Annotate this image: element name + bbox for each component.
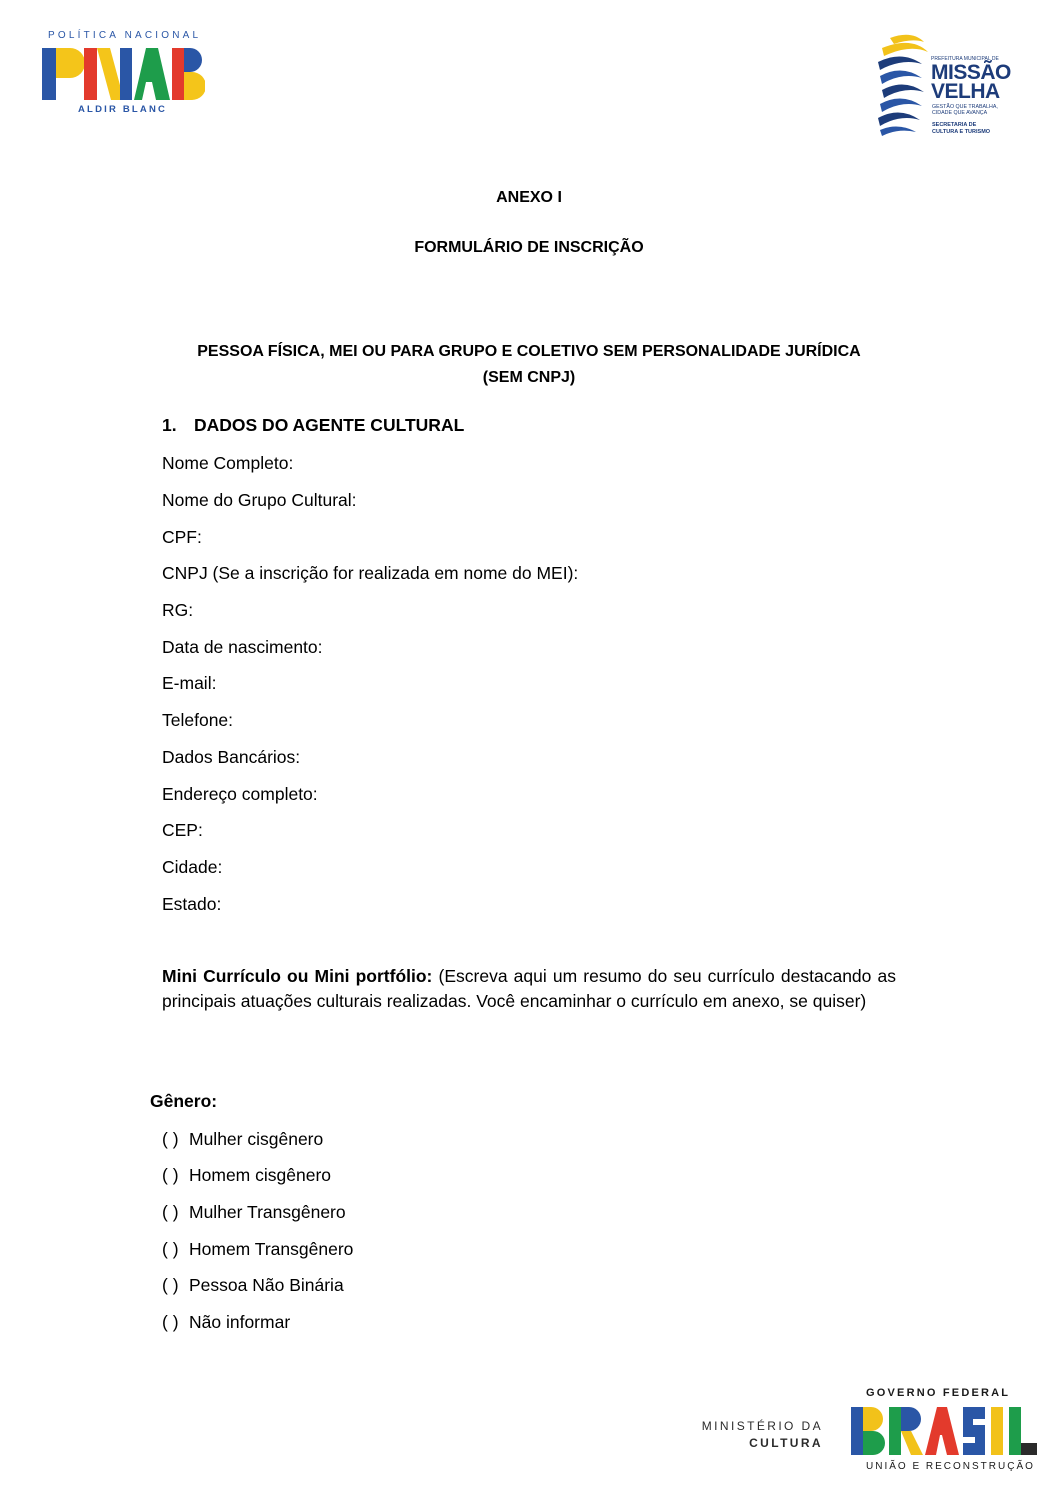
pnab-logo-bottom-text: ALDIR BLANC: [78, 104, 168, 115]
genero-option-homem-trans[interactable]: [162, 1238, 353, 1260]
form-title: FORMULÁRIO DE INSCRIÇÃO: [414, 239, 644, 256]
field-email: E-mail:: [162, 673, 217, 693]
subtitle-line2: (SEM CNPJ): [482, 369, 576, 386]
governo-federal-slogan: UNIÃO E RECONSTRUÇÃO: [866, 1461, 1035, 1472]
genero-option-label: Não informar: [189, 1312, 291, 1332]
section-1-title: DADOS DO AGENTE CULTURAL: [194, 415, 465, 435]
checkbox-mulher-trans[interactable]: ( ): [162, 1202, 179, 1222]
missao-velha-slogan: [932, 104, 998, 116]
annex-title: ANEXO I: [496, 189, 562, 206]
checkbox-nao-informar[interactable]: ( ): [162, 1312, 179, 1332]
missao-velha-secretaria: [932, 122, 990, 135]
genero-option-label: Homem Transgênero: [189, 1239, 354, 1259]
ministerio-line1: MINISTÉRIO DA: [701, 1419, 823, 1433]
genero-option-label: Homem cisgênero: [189, 1165, 331, 1185]
mini-curriculo-paragraph: [162, 964, 896, 1014]
field-telefone: Telefone:: [162, 710, 234, 730]
governo-federal-title: GOVERNO FEDERAL: [866, 1387, 1011, 1399]
genero-option-nao-binaria[interactable]: [162, 1274, 344, 1296]
field-rg: RG:: [162, 600, 194, 620]
brasil-wordmark: [851, 1405, 1037, 1457]
genero-option-label: Mulher Transgênero: [189, 1202, 346, 1222]
genero-option-label: Mulher cisgênero: [189, 1129, 324, 1149]
missao-velha-slogan-line2: CIDADE QUE AVANÇA: [932, 110, 988, 116]
missao-velha-name-line1: MISSÃO: [931, 61, 1011, 84]
missao-velha-secretaria-line2: CULTURA E TURISMO: [932, 128, 991, 135]
genero-option-mulher-cis[interactable]: [162, 1128, 323, 1150]
section-1-number: 1.: [162, 415, 177, 435]
missao-velha-slogan-line1: GESTÃO QUE TRABALHA,: [932, 104, 998, 110]
checkbox-homem-trans[interactable]: ( ): [162, 1239, 179, 1259]
checkbox-nao-binaria[interactable]: ( ): [162, 1275, 179, 1295]
genero-label: Gênero:: [150, 1091, 218, 1111]
genero-option-mulher-trans[interactable]: [162, 1201, 346, 1223]
section-1-heading: [162, 415, 464, 436]
field-data-nascimento: Data de nascimento:: [162, 637, 323, 657]
genero-option-label: Pessoa Não Binária: [189, 1275, 344, 1295]
field-cpf: CPF:: [162, 527, 202, 547]
field-cnpj: CNPJ (Se a inscrição for realizada em nome do MEI):: [162, 563, 579, 583]
field-cep: CEP:: [162, 820, 203, 840]
mini-curriculo-text: (Escreva aqui um resumo do seu currículo destacando as principais atuações culturais realizadas. Você encaminhar o currículo em anexo, se quiser): [162, 966, 896, 1011]
genero-option-homem-cis[interactable]: [162, 1164, 331, 1186]
field-cidade: Cidade:: [162, 857, 223, 877]
field-endereco: Endereço completo:: [162, 784, 318, 804]
missao-velha-name: [931, 63, 1011, 101]
missao-velha-prefeitura-text: PREFEITURA MUNICIPAL DE: [931, 56, 999, 62]
ministerio-line2: CULTURA: [749, 1436, 823, 1450]
missao-velha-secretaria-line1: SECRETARIA DE: [932, 122, 977, 128]
checkbox-homem-cis[interactable]: ( ): [162, 1165, 179, 1185]
field-nome-completo: Nome Completo:: [162, 453, 294, 473]
checkbox-mulher-cis[interactable]: ( ): [162, 1129, 179, 1149]
subtitle-line1: PESSOA FÍSICA, MEI OU PARA GRUPO E COLETIVO SEM PERSONALIDADE JURÍDICA: [197, 343, 861, 360]
field-estado: Estado:: [162, 894, 222, 914]
pnab-logo-top-text: POLÍTICA NACIONAL: [48, 30, 202, 41]
mini-curriculo-label: Mini Currículo ou Mini portfólio:: [162, 966, 433, 986]
genero-option-nao-informar[interactable]: [162, 1311, 290, 1333]
field-nome-grupo: Nome do Grupo Cultural:: [162, 490, 357, 510]
field-dados-bancarios: Dados Bancários:: [162, 747, 301, 767]
missao-velha-name-line2: VELHA: [931, 80, 1000, 103]
